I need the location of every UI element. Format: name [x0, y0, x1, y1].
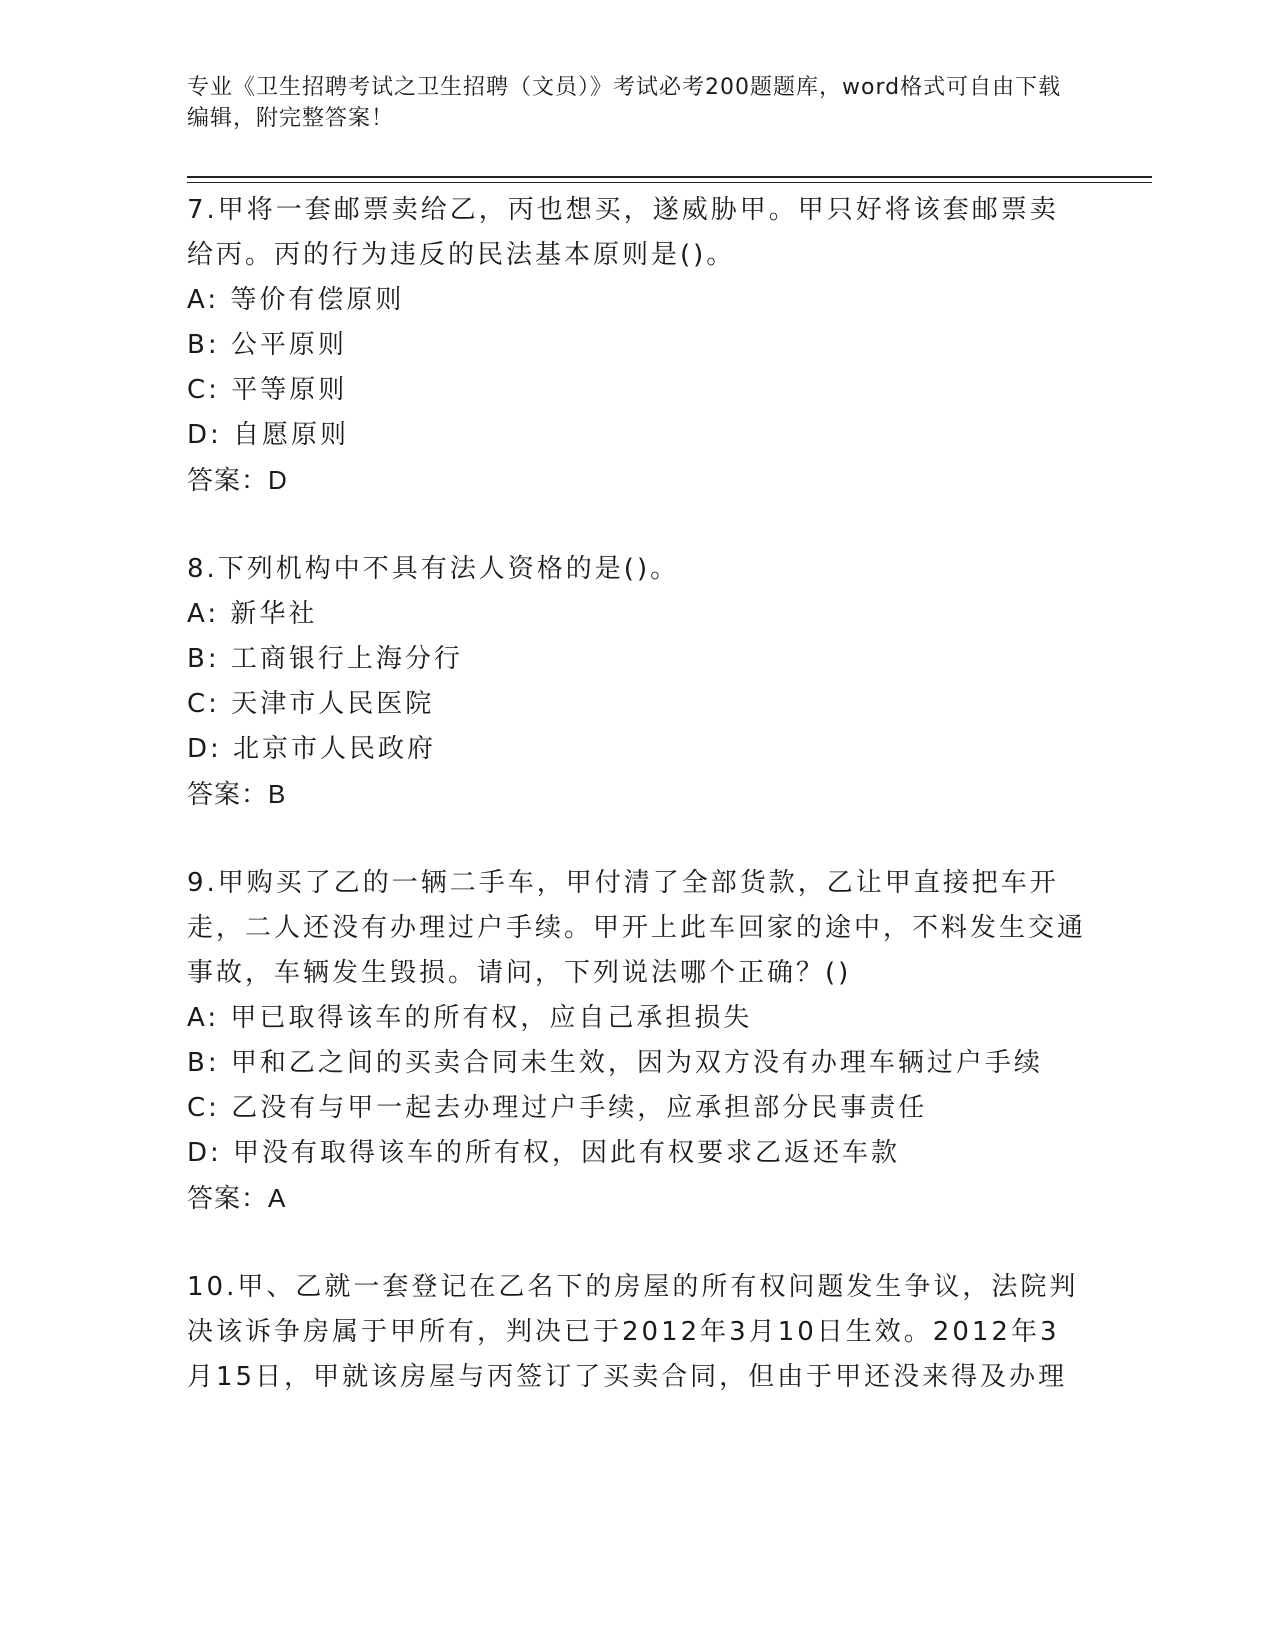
option-letter: B:	[187, 330, 220, 360]
option-letter: B:	[187, 644, 220, 674]
option-letter: A:	[187, 1003, 220, 1033]
answer-line: 答案：B	[187, 779, 287, 809]
question-list	[187, 188, 1087, 1444]
option-a	[187, 592, 1087, 637]
option-d	[187, 413, 1087, 458]
option-c	[187, 368, 1087, 413]
option-text: 乙没有与甲一起去办理过户手续，应承担部分民事责任	[231, 1093, 928, 1123]
option-text: 工商银行上海分行	[230, 644, 463, 674]
question-text: 10.甲、乙就一套登记在乙名下的房屋的所有权问题发生争议，法院判决该诉争房属于甲所有，判决已于2012年3月10日生效。2012年3月15日，甲就该房屋与丙签订了买卖合同，但由于甲还没来得及办理	[187, 1272, 1079, 1392]
option-text: 甲已取得该车的所有权，应自己承担损失	[230, 1003, 753, 1033]
header-divider	[187, 176, 1152, 183]
question-text: 9.甲购买了乙的一辆二手车，甲付清了全部货款，乙让甲直接把车开走，二人还没有办理过户手续。甲开上此车回家的途中，不料发生交通事故，车辆发生毁损。请问，下列说法哪个正确？()	[187, 868, 1087, 988]
option-a	[187, 278, 1087, 323]
option-b	[187, 323, 1087, 368]
option-letter: D:	[187, 734, 222, 764]
option-c	[187, 1086, 1087, 1131]
option-letter: C:	[187, 1093, 220, 1123]
option-letter: C:	[187, 689, 220, 719]
option-c	[187, 682, 1087, 727]
option-letter: A:	[187, 285, 220, 315]
answer-line: 答案：D	[187, 465, 288, 495]
option-d	[187, 1131, 1087, 1176]
option-text: 新华社	[230, 599, 318, 629]
question-text: 8.下列机构中不具有法人资格的是()。	[187, 554, 680, 584]
option-text: 平等原则	[231, 375, 348, 405]
option-text: 等价有偿原则	[230, 285, 405, 315]
option-text: 公平原则	[230, 330, 347, 360]
question-10	[187, 1265, 1087, 1400]
answer-line: 答案：A	[187, 1183, 287, 1213]
question-7	[187, 188, 1087, 503]
question-9	[187, 861, 1087, 1221]
question-text: 7.甲将一套邮票卖给乙，丙也想买，遂威胁甲。甲只好将该套邮票卖给丙。丙的行为违反的民法基本原则是()。	[187, 195, 1059, 270]
option-text: 北京市人民政府	[233, 734, 437, 764]
document-header: 专业《卫生招聘考试之卫生招聘（文员）》考试必考200题题库，word格式可自由下载编辑，附完整答案！	[187, 75, 1062, 131]
option-a	[187, 996, 1087, 1041]
option-b	[187, 1041, 1087, 1086]
option-b	[187, 637, 1087, 682]
option-letter: D:	[187, 420, 222, 450]
option-text: 甲和乙之间的买卖合同未生效，因为双方没有办理车辆过户手续	[230, 1048, 1043, 1078]
option-d	[187, 727, 1087, 772]
option-letter: A:	[187, 599, 220, 629]
option-text: 甲没有取得该车的所有权，因此有权要求乙返还车款	[233, 1138, 901, 1168]
option-text: 天津市人民医院	[231, 689, 435, 719]
option-letter: B:	[187, 1048, 220, 1078]
option-letter: D:	[187, 1138, 222, 1168]
option-text: 自愿原则	[233, 420, 350, 450]
option-letter: C:	[187, 375, 220, 405]
question-8	[187, 547, 1087, 817]
